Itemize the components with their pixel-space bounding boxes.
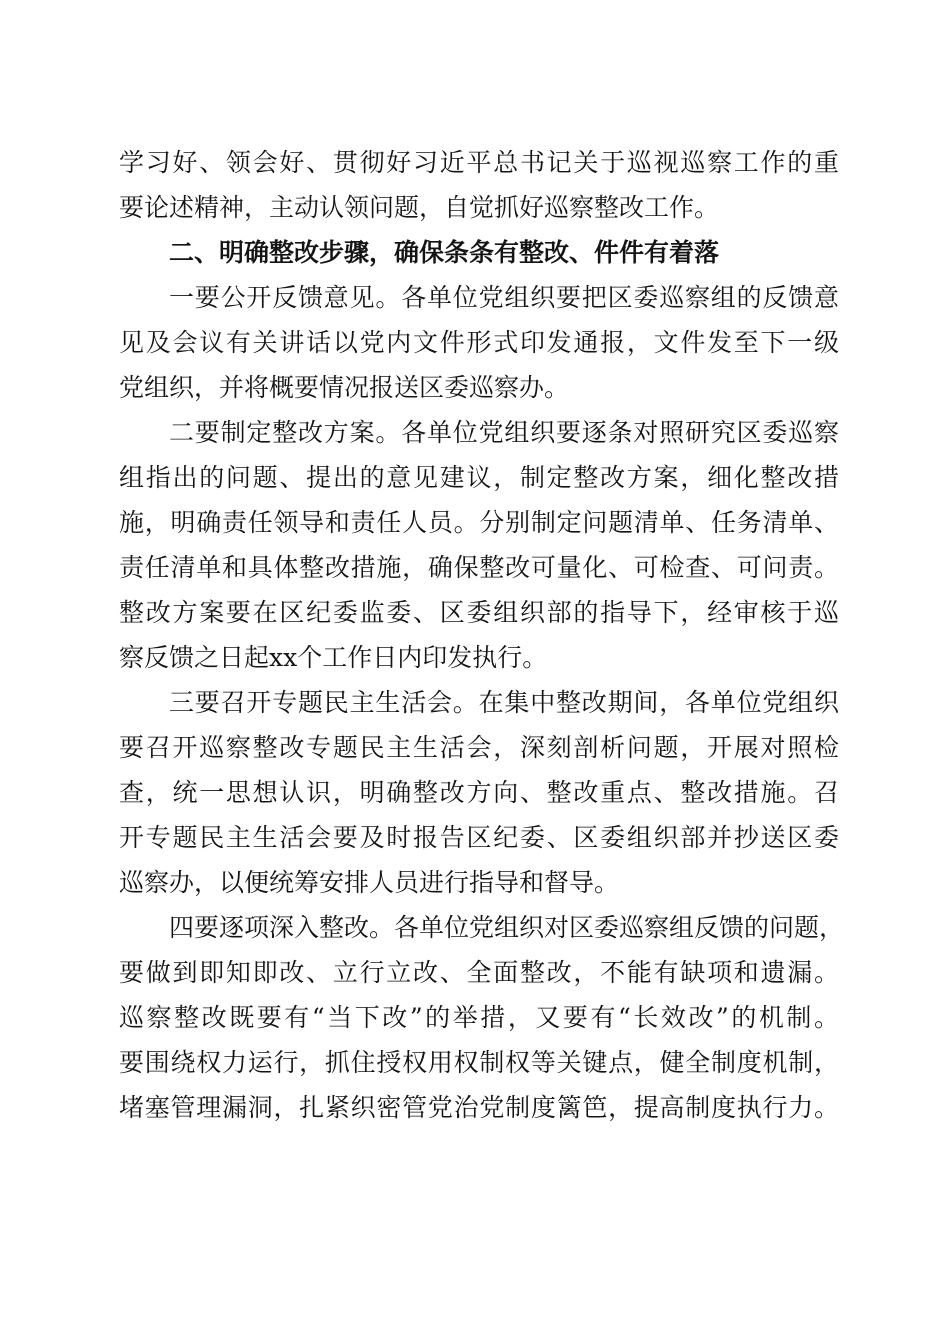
paragraph-1-line: 一要公开反馈意见。各单位党组织要把区委巡察组的反馈意 bbox=[169, 283, 839, 312]
paragraph-2-line: 组指出的问题、提出的意见建议，制定整改方案，细化整改措 bbox=[119, 463, 839, 492]
paragraph-2-line: 察反馈之日起xx个工作日内印发执行。 bbox=[119, 643, 548, 672]
paragraph-3-line: 三要召开专题民主生活会。在集中整改期间，各单位党组织 bbox=[169, 688, 839, 717]
paragraph-2-line: 整改方案要在区纪委监委、区委组织部的指导下，经审核于巡 bbox=[119, 598, 839, 627]
paragraph-4-line: 四要逐项深入整改。各单位党组织对区委巡察组反馈的问题， bbox=[169, 913, 845, 942]
paragraph-2-line: 施，明确责任领导和责任人员。分别制定问题清单、任务清单、 bbox=[119, 508, 839, 537]
paragraph-1-line: 党组织，并将概要情况报送区委巡察办。 bbox=[119, 373, 570, 402]
paragraph-4-line: 要围绕权力运行，抓住授权用权制权等关键点，健全制度机制， bbox=[119, 1048, 839, 1077]
paragraph-3-line: 要召开巡察整改专题民主生活会，深刻剖析问题，开展对照检 bbox=[119, 733, 839, 762]
body-text-line: 要论述精神，主动认领问题，自觉抓好巡察整改工作。 bbox=[119, 193, 720, 222]
body-text-line: 学习好、领会好、贯彻好习近平总书记关于巡视巡察工作的重 bbox=[119, 148, 839, 177]
paragraph-2-line: 二要制定整改方案。各单位党组织要逐条对照研究区委巡察 bbox=[169, 418, 839, 447]
paragraph-4-line: 堵塞管理漏洞，扎紧织密管党治党制度篱笆，提高制度执行力。 bbox=[119, 1093, 839, 1122]
paragraph-2-line: 责任清单和具体整改措施，确保整改可量化、可检查、可问责。 bbox=[119, 553, 839, 582]
paragraph-1-line: 见及会议有关讲话以党内文件形式印发通报，文件发至下一级 bbox=[119, 328, 839, 357]
section-heading: 二、明确整改步骤，确保条条有整改、件件有着落 bbox=[169, 238, 720, 267]
paragraph-3-line: 查，统一思想认识，明确整改方向、整改重点、整改措施。召 bbox=[119, 778, 839, 807]
paragraph-4-line: 巡察整改既要有“当下改”的举措，又要有“长效改”的机制。 bbox=[119, 1003, 839, 1032]
paragraph-3-line: 开专题民主生活会要及时报告区纪委、区委组织部并抄送区委 bbox=[119, 823, 839, 852]
paragraph-4-line: 要做到即知即改、立行立改、全面整改，不能有缺项和遗漏。 bbox=[119, 958, 839, 987]
paragraph-3-line: 巡察办，以便统筹安排人员进行指导和督导。 bbox=[119, 868, 620, 897]
